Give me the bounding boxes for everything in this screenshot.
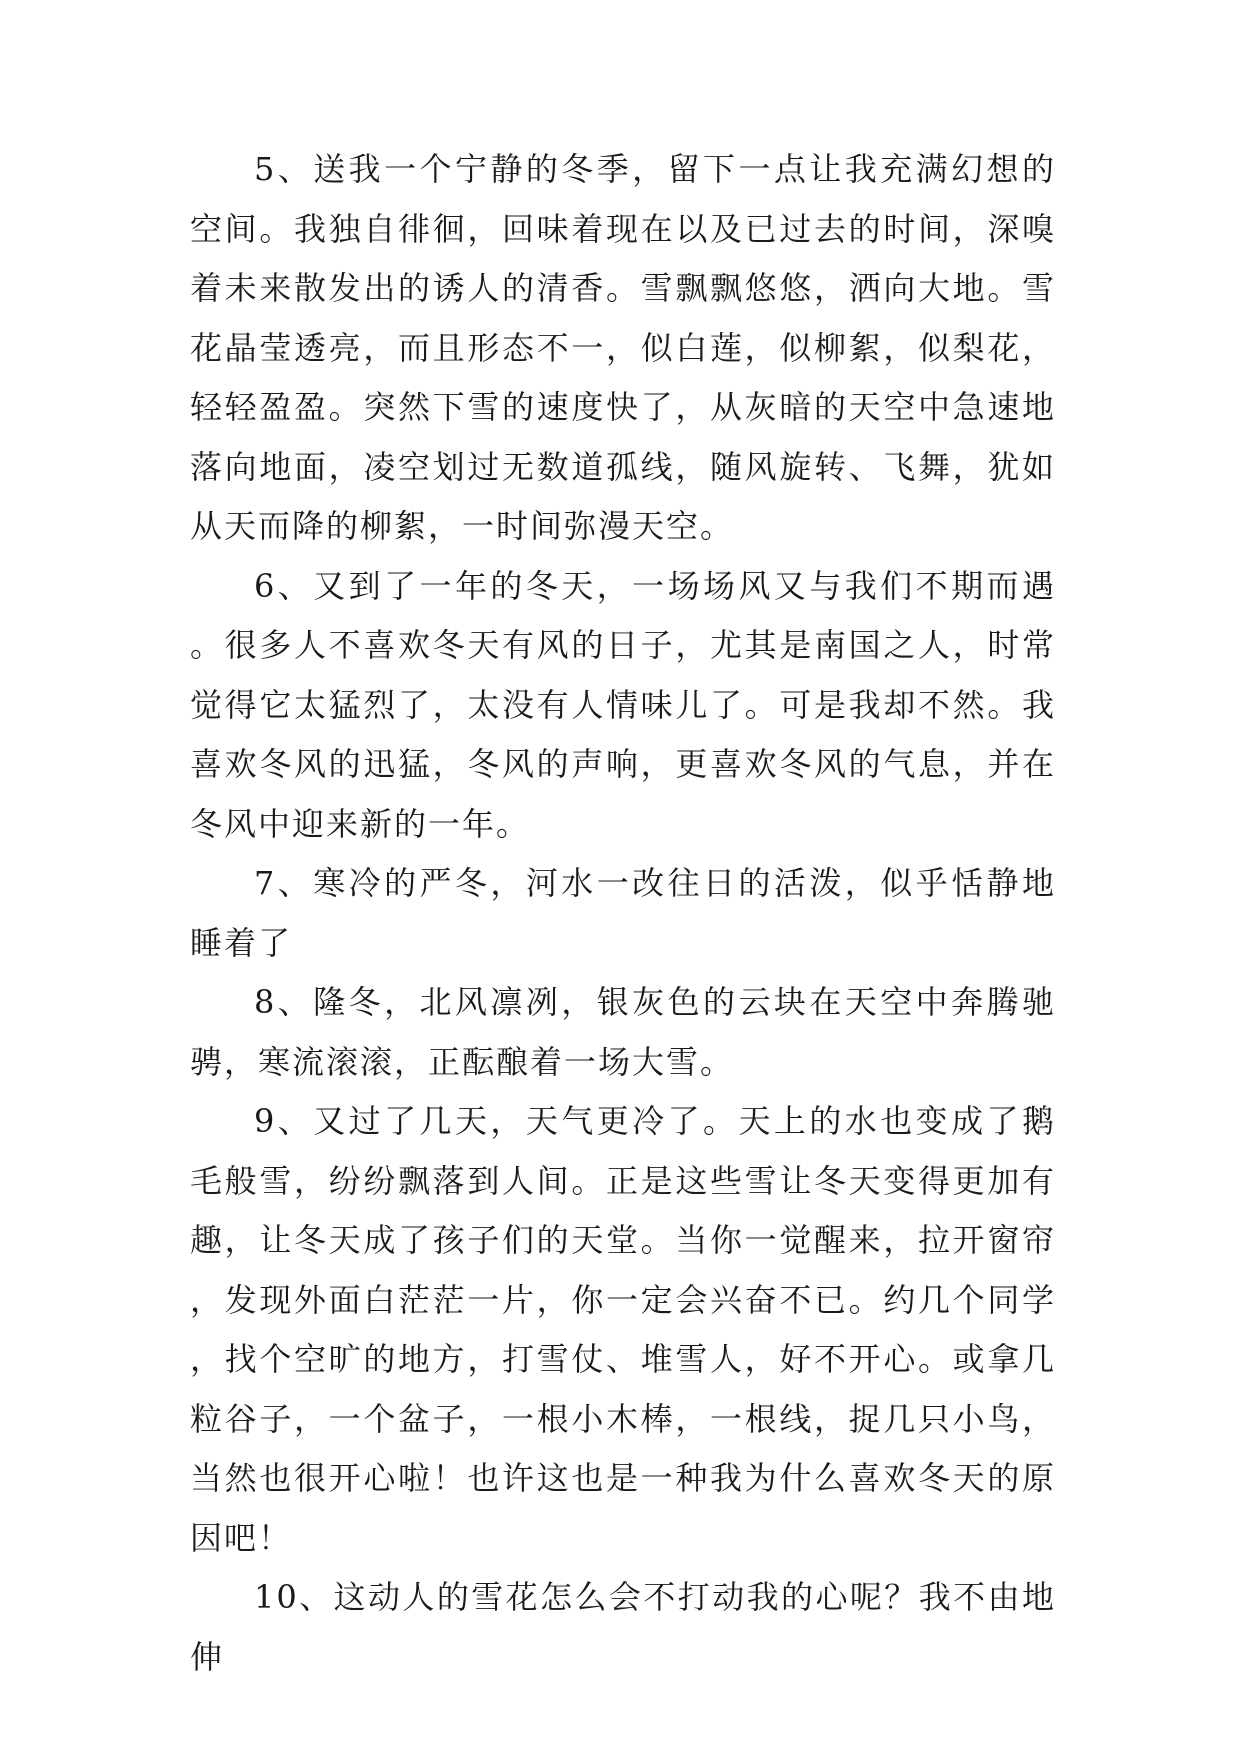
paragraph-7: 7、寒冷的严冬，河水一改往日的活泼，似乎恬静地睡着了	[190, 864, 1056, 962]
paragraph-6: 6、又到了一年的冬天，一场场风又与我们不期而遇。很多人不喜欢冬天有风的日子，尤其是南国之人，时常觉得它太猛烈了，太没有人情味儿了。可是我却不然。我喜欢冬风的迅猛，冬风的声响，更喜欢冬风的气息，并在冬风中迎来新的一年。	[190, 566, 1056, 843]
paragraph-5: 5、送我一个宁静的冬季，留下一点让我充满幻想的空间。我独自徘徊，回味着现在以及已过去的时间，深嗅着未来散发出的诱人的清香。雪飘飘悠悠，洒向大地。雪花晶莹透亮，而且形态不一，似白莲，似柳絮，似梨花，轻轻盈盈。突然下雪的速度快了，从灰暗的天空中急速地落向地面，凌空划过无数道孤线，随风旋转、飞舞，犹如从天而降的柳絮，一时间弥漫天空。	[190, 150, 1056, 545]
paragraph-10: 10、这动人的雪花怎么会不打动我的心呢？我不由地伸	[190, 1578, 1056, 1676]
document-page	[190, 140, 1056, 1687]
paragraph-8: 8、隆冬，北风凛冽，银灰色的云块在天空中奔腾驰骋，寒流滚滚，正酝酿着一场大雪。	[190, 983, 1056, 1081]
paragraph-9: 9、又过了几天，天气更冷了。天上的水也变成了鹅毛般雪，纷纷飘落到人间。正是这些雪让冬天变得更加有趣，让冬天成了孩子们的天堂。当你一觉醒来，拉开窗帘，发现外面白茫茫一片，你一定会兴奋不已。约几个同学，找个空旷的地方，打雪仗、堆雪人，好不开心。或拿几粒谷子，一个盆子，一根小木棒，一根线，捉几只小鸟，当然也很开心啦！也许这也是一种我为什么喜欢冬天的原因吧！	[190, 1102, 1056, 1557]
